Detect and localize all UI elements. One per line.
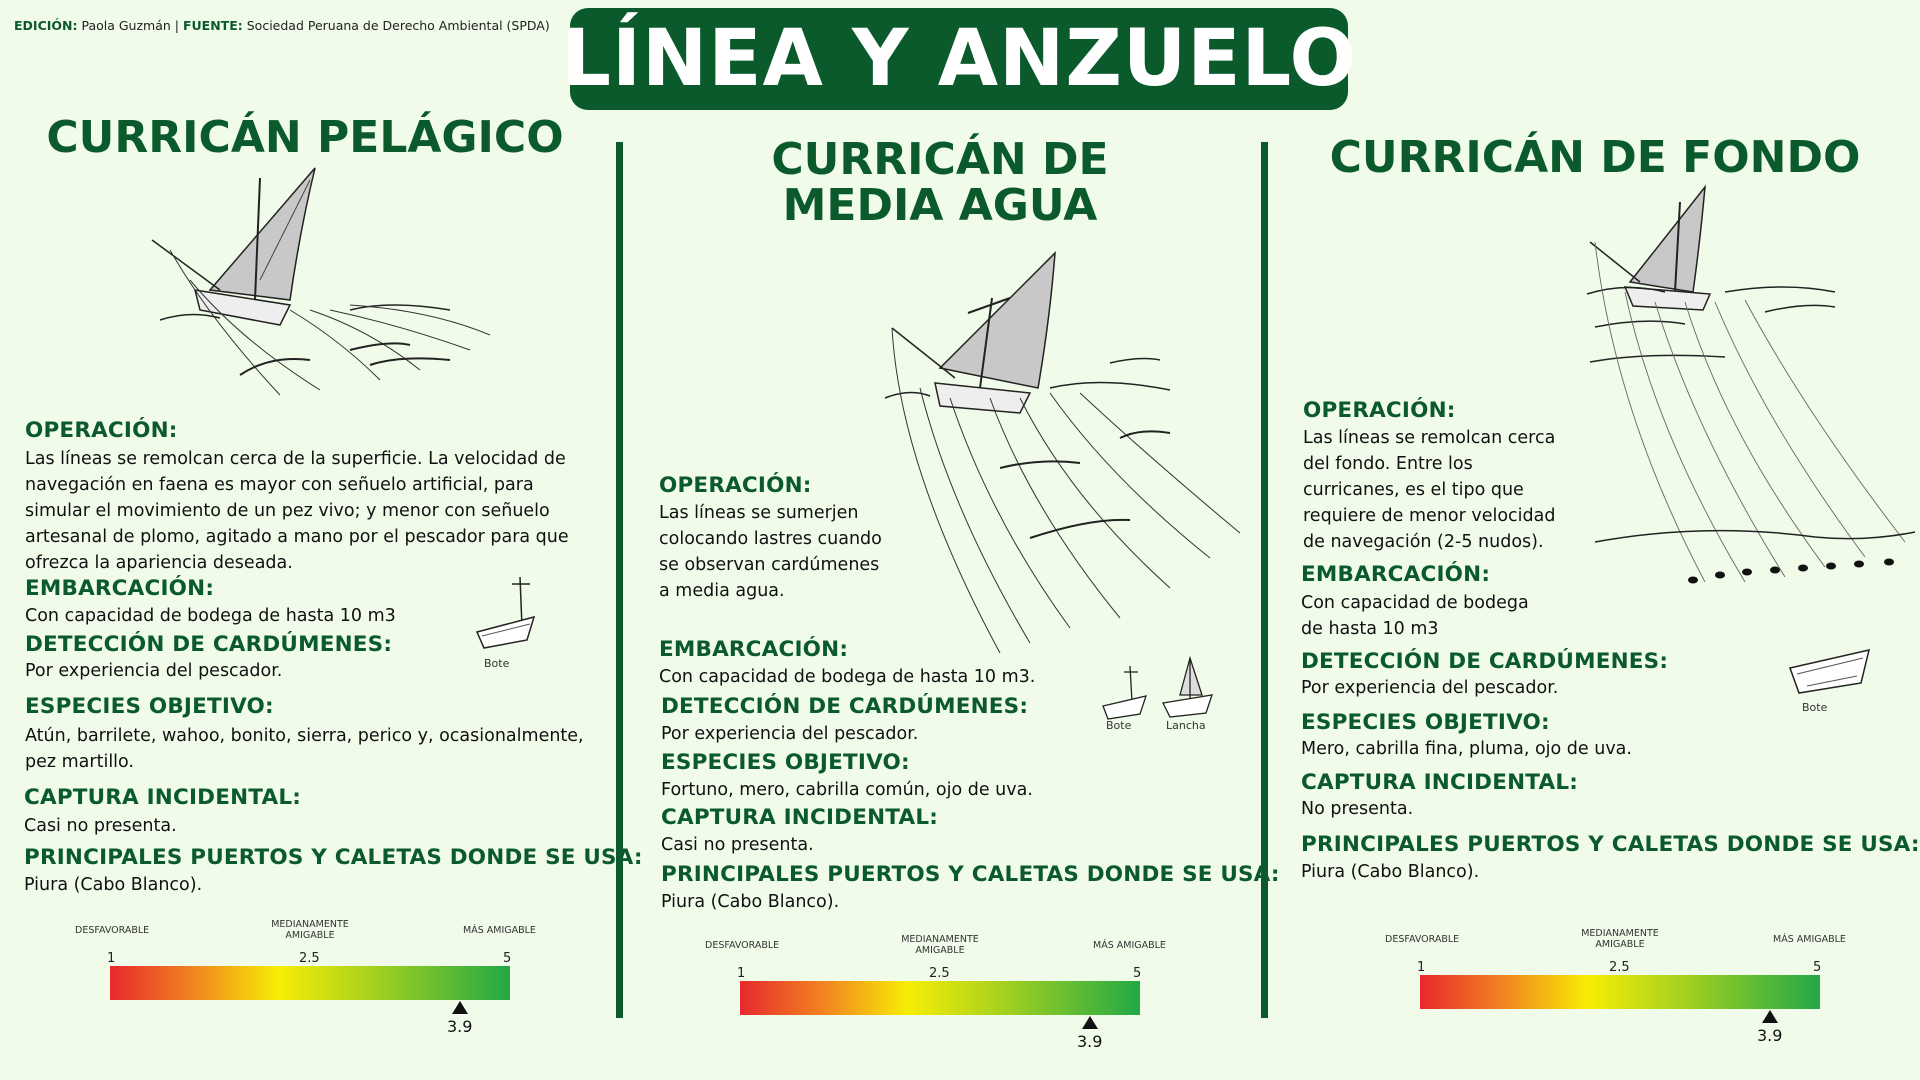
puertos-heading-3: PRINCIPALES PUERTOS Y CALETAS DONDE SE USA: bbox=[1301, 832, 1920, 857]
friendliness-scale-bar-3 bbox=[1420, 975, 1820, 1009]
scale-max-tick-1: 5 bbox=[503, 951, 512, 966]
column-divider-1 bbox=[616, 142, 623, 1018]
embarcacion-text-3: Con capacidad de bodega de hasta 10 m3 bbox=[1301, 593, 1529, 639]
scale-mid-label-2 bbox=[900, 934, 980, 956]
especies-heading-2: ESPECIES OBJETIVO: bbox=[661, 750, 910, 775]
scale-mid-label-2-line1: MEDIANAMENTE bbox=[901, 934, 979, 945]
score-marker-1 bbox=[452, 1001, 468, 1014]
scale-high-label-1: MÁS AMIGABLE bbox=[463, 925, 536, 936]
scale-mid-tick-2: 2.5 bbox=[929, 966, 950, 981]
embarcacion-heading-1: EMBARCACIÓN: bbox=[25, 576, 215, 601]
scale-mid-tick-3: 2.5 bbox=[1609, 960, 1630, 975]
scale-mid-label-1 bbox=[270, 919, 350, 941]
friendliness-scale-bar-2 bbox=[740, 981, 1140, 1015]
fuente-value: Sociedad Peruana de Derecho Ambiental (SPDA) bbox=[246, 18, 550, 33]
scale-mid-tick-1: 2.5 bbox=[299, 951, 320, 966]
credits-separator: | bbox=[174, 18, 179, 33]
scale-max-tick-2: 5 bbox=[1133, 966, 1142, 981]
scale-min-tick-1: 1 bbox=[107, 951, 116, 966]
puertos-heading-1: PRINCIPALES PUERTOS Y CALETAS DONDE SE USA: bbox=[24, 845, 643, 870]
captura-heading-1: CAPTURA INCIDENTAL: bbox=[24, 785, 302, 810]
column-title-media-agua-line2: MEDIA AGUA bbox=[782, 180, 1098, 231]
scale-mid-label-1-line1: MEDIANAMENTE bbox=[271, 919, 349, 930]
bote-label-1: Bote bbox=[484, 657, 510, 670]
deteccion-heading-1: DETECCIÓN DE CARDÚMENES: bbox=[25, 632, 393, 657]
puertos-text-2: Piura (Cabo Blanco). bbox=[661, 892, 840, 912]
edicion-label: EDICIÓN: bbox=[14, 18, 78, 33]
embarcacion-text-1: Con capacidad de bodega de hasta 10 m3 bbox=[25, 606, 396, 626]
column-title-fondo: CURRICÁN DE FONDO bbox=[1329, 132, 1861, 183]
fuente-label: FUENTE: bbox=[182, 18, 243, 33]
captura-text-2: Casi no presenta. bbox=[661, 835, 814, 855]
captura-heading-3: CAPTURA INCIDENTAL: bbox=[1301, 770, 1579, 795]
scale-high-label-2: MÁS AMIGABLE bbox=[1093, 940, 1166, 951]
scale-mid-label-1-line2: AMIGABLE bbox=[285, 930, 335, 941]
captura-text-3: No presenta. bbox=[1301, 799, 1414, 819]
especies-text-3: Mero, cabrilla fina, pluma, ojo de uva. bbox=[1301, 739, 1632, 759]
bote-icon-3 bbox=[1787, 638, 1872, 703]
bote-label-3: Bote bbox=[1802, 701, 1828, 714]
bote-icon bbox=[472, 572, 542, 657]
score-marker-3 bbox=[1762, 1010, 1778, 1023]
operacion-text-1: Las líneas se remolcan cerca de la superficie. La velocidad de navegación en faena es mayor con señuelo artificial, para simular el movimiento de un pez vivo; y menor con señuelo artesanal de plomo, agitado a mano por el pescador para que ofrezca la apariencia deseada. bbox=[25, 449, 569, 573]
score-marker-2 bbox=[1082, 1016, 1098, 1029]
lancha-label: Lancha bbox=[1166, 719, 1206, 732]
embarcacion-heading-3: EMBARCACIÓN: bbox=[1301, 562, 1491, 587]
embarcacion-text-2: Con capacidad de bodega de hasta 10 m3. bbox=[659, 667, 1036, 687]
deteccion-text-3: Por experiencia del pescador. bbox=[1301, 678, 1559, 698]
operacion-heading-3: OPERACIÓN: bbox=[1303, 398, 1456, 423]
captura-text-1: Casi no presenta. bbox=[24, 816, 177, 836]
column-title-media-agua bbox=[640, 134, 1240, 231]
column-title-media-agua-line1: CURRICÁN DE bbox=[771, 134, 1109, 185]
deteccion-text-2: Por experiencia del pescador. bbox=[661, 724, 919, 744]
edicion-value: Paola Guzmán bbox=[81, 18, 171, 33]
main-title: LÍNEA Y ANZUELO bbox=[570, 8, 1348, 110]
sailboat-midwater-illustration bbox=[880, 248, 1260, 663]
scale-low-label-2: DESFAVORABLE bbox=[705, 940, 780, 951]
score-value-2: 3.9 bbox=[1077, 1032, 1103, 1051]
scale-mid-label-3-line2: AMIGABLE bbox=[1595, 939, 1645, 950]
operacion-heading-2: OPERACIÓN: bbox=[659, 473, 812, 498]
puertos-text-3: Piura (Cabo Blanco). bbox=[1301, 862, 1480, 882]
column-title-pelagico: CURRICÁN PELÁGICO bbox=[46, 112, 564, 163]
lancha-icon bbox=[1160, 655, 1215, 720]
scale-mid-label-3-line1: MEDIANAMENTE bbox=[1581, 928, 1659, 939]
bote-label-2: Bote bbox=[1106, 719, 1132, 732]
embarcacion-heading-2: EMBARCACIÓN: bbox=[659, 637, 849, 662]
scale-low-label-3: DESFAVORABLE bbox=[1385, 934, 1460, 945]
scale-low-label-1: DESFAVORABLE bbox=[75, 925, 150, 936]
especies-heading-3: ESPECIES OBJETIVO: bbox=[1301, 710, 1550, 735]
scale-mid-label-3 bbox=[1580, 928, 1660, 950]
captura-heading-2: CAPTURA INCIDENTAL: bbox=[661, 805, 939, 830]
credits-line bbox=[14, 18, 550, 33]
scale-high-label-3: MÁS AMIGABLE bbox=[1773, 934, 1846, 945]
operacion-heading-1: OPERACIÓN: bbox=[25, 418, 178, 443]
score-value-3: 3.9 bbox=[1757, 1026, 1783, 1045]
score-value-1: 3.9 bbox=[447, 1017, 473, 1036]
puertos-heading-2: PRINCIPALES PUERTOS Y CALETAS DONDE SE USA: bbox=[661, 862, 1280, 887]
puertos-text-1: Piura (Cabo Blanco). bbox=[24, 875, 203, 895]
especies-text-1: Atún, barrilete, wahoo, bonito, sierra, perico y, ocasionalmente, pez martillo. bbox=[25, 726, 584, 772]
scale-min-tick-3: 1 bbox=[1417, 960, 1426, 975]
scale-min-tick-2: 1 bbox=[737, 966, 746, 981]
scale-max-tick-3: 5 bbox=[1813, 960, 1822, 975]
deteccion-heading-2: DETECCIÓN DE CARDÚMENES: bbox=[661, 694, 1029, 719]
sailboat-pelagic-illustration bbox=[150, 160, 510, 410]
operacion-text-3: Las líneas se remolcan cerca del fondo. Entre los curricanes, es el tipo que requiere de menor velocidad de navegación (2-5 nudos). bbox=[1303, 428, 1556, 552]
friendliness-scale-bar-1 bbox=[110, 966, 510, 1000]
especies-heading-1: ESPECIES OBJETIVO: bbox=[25, 694, 274, 719]
deteccion-heading-3: DETECCIÓN DE CARDÚMENES: bbox=[1301, 649, 1669, 674]
scale-mid-label-2-line2: AMIGABLE bbox=[915, 945, 965, 956]
sailboat-bottom-illustration bbox=[1585, 182, 1920, 592]
bote-icon-2 bbox=[1100, 662, 1150, 722]
operacion-text-2: Las líneas se sumerjen colocando lastres cuando se observan cardúmenes a media agua. bbox=[659, 503, 882, 601]
especies-text-2: Fortuno, mero, cabrilla común, ojo de uva. bbox=[661, 780, 1033, 800]
deteccion-text-1: Por experiencia del pescador. bbox=[25, 661, 283, 681]
